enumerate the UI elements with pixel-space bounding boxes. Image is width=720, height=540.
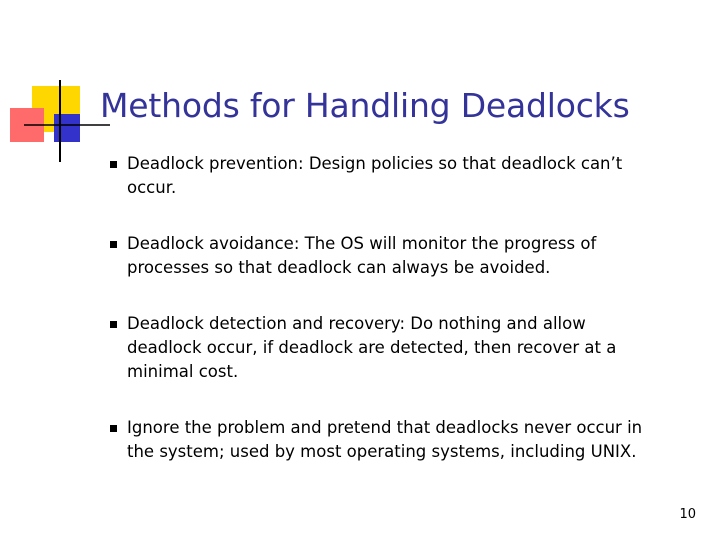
blue-square bbox=[54, 114, 80, 142]
bullet-text: Deadlock detection and recovery: Do nothing and allow deadlock occur, if deadlock are detected, then recover at a minimal cost. bbox=[127, 314, 617, 381]
bullet-text: Deadlock prevention: Design policies so that deadlock can’t occur. bbox=[127, 154, 623, 197]
bullet-item-ignore bbox=[112, 416, 652, 464]
bullet-list bbox=[112, 152, 652, 464]
bullet-text: Ignore the problem and pretend that deadlocks never occur in the system; used by most operating systems, including UNIX. bbox=[127, 418, 643, 461]
square-bullet-icon bbox=[110, 425, 117, 432]
slide-title: Methods for Handling Deadlocks bbox=[100, 86, 630, 125]
square-bullet-icon bbox=[110, 241, 117, 248]
bullet-item-detection bbox=[112, 312, 652, 384]
bullet-text: Deadlock avoidance: The OS will monitor the progress of processes so that deadlock can always be avoided. bbox=[127, 234, 597, 277]
page-number: 10 bbox=[679, 507, 696, 522]
square-bullet-icon bbox=[110, 321, 117, 328]
bullet-item-prevention bbox=[112, 152, 652, 200]
square-bullet-icon bbox=[110, 161, 117, 168]
bullet-item-avoidance bbox=[112, 232, 652, 280]
slide-decoration bbox=[0, 0, 110, 170]
